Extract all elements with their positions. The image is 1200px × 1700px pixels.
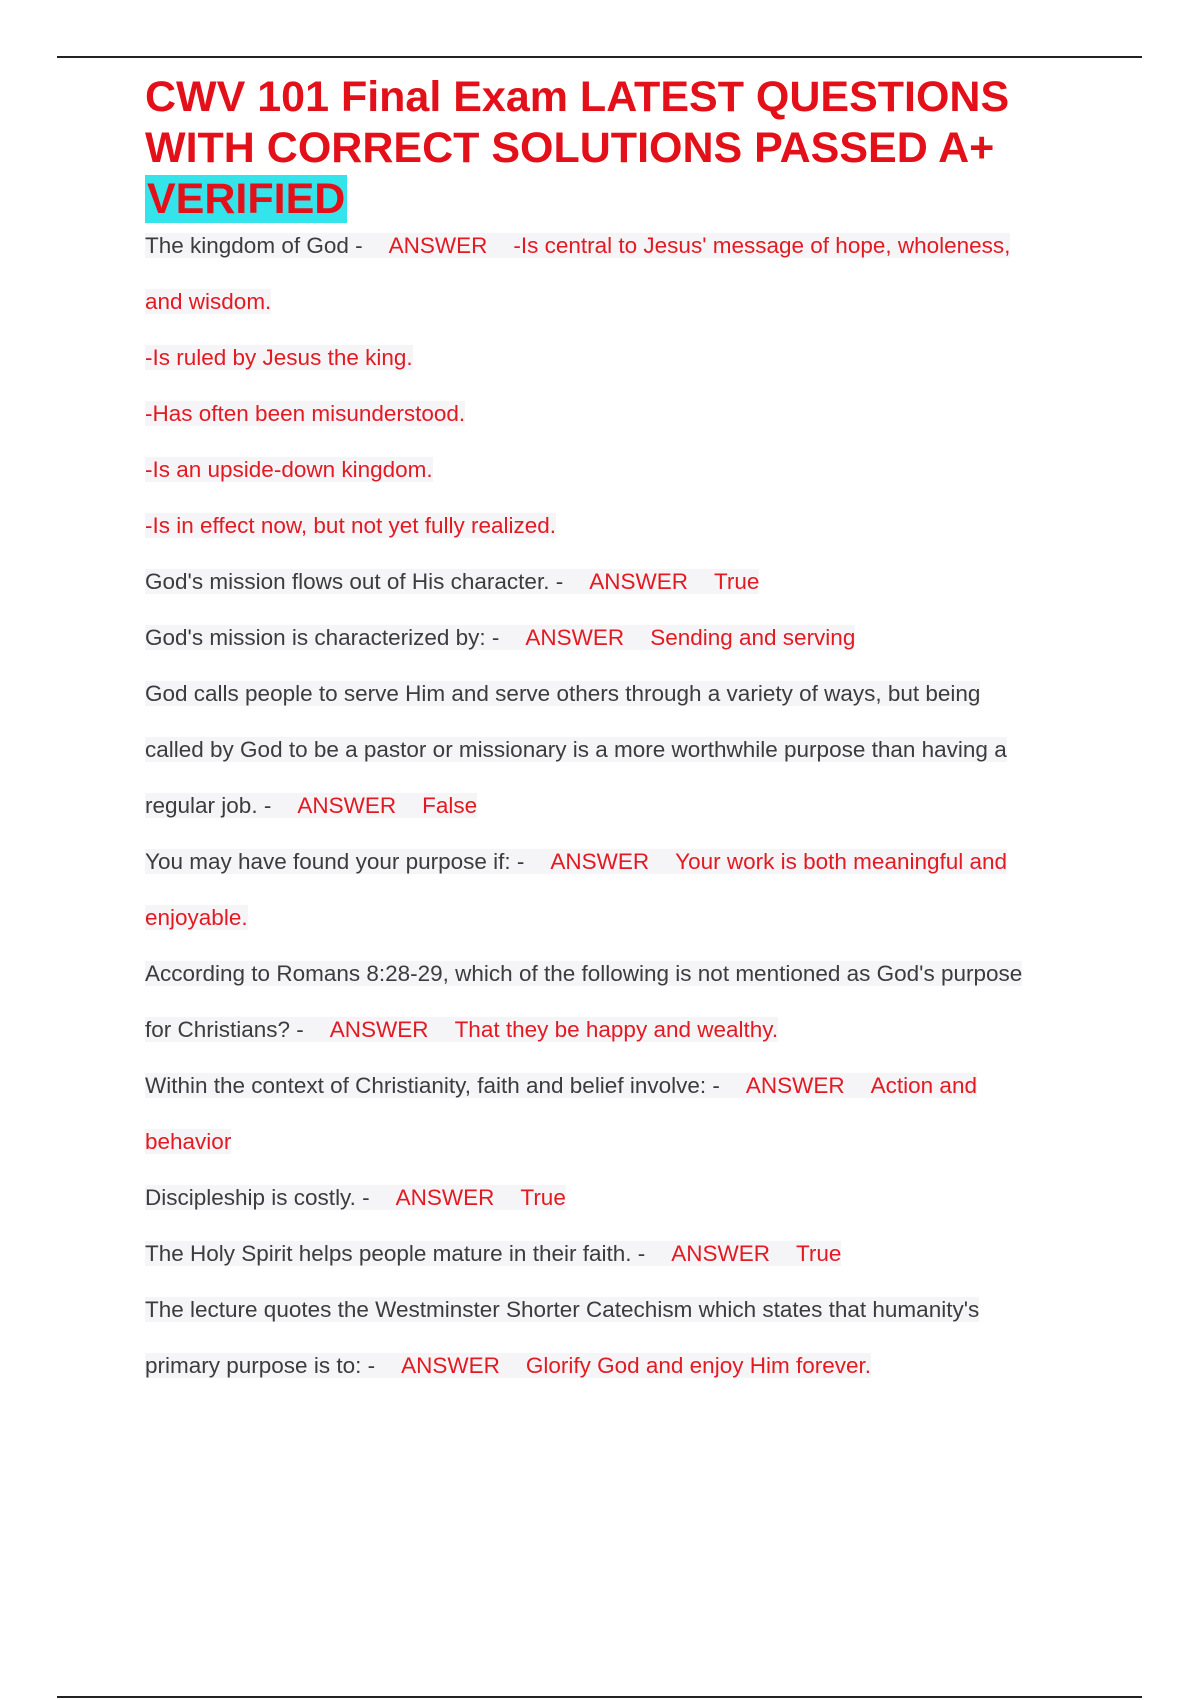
- qa-line: [145, 778, 1100, 834]
- qa-line: [145, 834, 1100, 890]
- answer-text: True: [796, 1241, 842, 1266]
- question-text: The lecture quotes the Westminster Shorter Catechism which states that humanity's: [145, 1297, 980, 1322]
- title-line-2: WITH CORRECT SOLUTIONS PASSED A+: [145, 124, 995, 172]
- qa-line: [145, 554, 1100, 610]
- answer-label: ANSWER: [525, 625, 625, 650]
- question-text: The kingdom of God -: [145, 233, 363, 258]
- answer-text: Your work is both meaningful and: [675, 849, 1008, 874]
- answer-label: ANSWER: [589, 569, 688, 594]
- qa-line: [145, 274, 1100, 330]
- answer-label: ANSWER: [401, 1353, 500, 1378]
- question-text: God calls people to serve Him and serve others through a variety of ways, but being: [145, 681, 981, 706]
- qa-line: [145, 330, 1100, 386]
- answer-text: -Is central to Jesus' message of hope, wholeness,: [513, 233, 1011, 258]
- answer-text: behavior: [145, 1129, 232, 1154]
- qa-line: [145, 1058, 1100, 1114]
- answer-text: -Is ruled by Jesus the king.: [145, 345, 413, 370]
- question-text: You may have found your purpose if: -: [145, 849, 525, 874]
- qa-line: [145, 1226, 1100, 1282]
- answer-text: True: [713, 569, 760, 594]
- qa-line: [145, 722, 1100, 778]
- qa-list: [145, 218, 1100, 1394]
- answer-text: Action and: [870, 1073, 977, 1098]
- question-text: primary purpose is to: -: [145, 1353, 376, 1378]
- question-text: The Holy Spirit helps people mature in their faith. -: [145, 1241, 646, 1266]
- answer-label: ANSWER: [395, 1185, 495, 1210]
- qa-line: [145, 442, 1100, 498]
- question-text: God's mission is characterized by: -: [145, 625, 500, 650]
- answer-text: Sending and serving: [650, 625, 856, 650]
- answer-label: ANSWER: [671, 1241, 771, 1266]
- answer-label: ANSWER: [297, 793, 397, 818]
- answer-text: -Is in effect now, but not yet fully realized.: [145, 513, 557, 538]
- answer-label: ANSWER: [388, 233, 488, 258]
- answer-text: -Is an upside-down kingdom.: [145, 457, 433, 482]
- title-highlight: VERIFIED: [147, 175, 346, 223]
- answer-text: enjoyable.: [145, 905, 248, 930]
- qa-line: [145, 386, 1100, 442]
- qa-line: [145, 890, 1100, 946]
- question-text: God's mission flows out of His character. -: [145, 569, 564, 594]
- answer-text: True: [520, 1185, 566, 1210]
- answer-label: ANSWER: [745, 1073, 845, 1098]
- document-title: [145, 72, 1105, 225]
- answer-label: ANSWER: [329, 1017, 429, 1042]
- answer-label: ANSWER: [550, 849, 650, 874]
- qa-line: [145, 666, 1100, 722]
- answer-text: False: [422, 793, 478, 818]
- title-line-1: CWV 101 Final Exam LATEST QUESTIONS: [145, 73, 1010, 121]
- qa-line: [145, 218, 1100, 274]
- top-rule: [57, 56, 1142, 58]
- qa-line: [145, 610, 1100, 666]
- question-text: Discipleship is costly. -: [145, 1185, 370, 1210]
- answer-text: That they be happy and wealthy.: [454, 1017, 779, 1042]
- answer-text: Glorify God and enjoy Him forever.: [525, 1353, 871, 1378]
- answer-text: -Has often been misunderstood.: [145, 401, 466, 426]
- qa-line: [145, 1170, 1100, 1226]
- bottom-rule: [57, 1696, 1142, 1698]
- qa-line: [145, 1282, 1100, 1338]
- question-text: regular job. -: [145, 793, 272, 818]
- qa-line: [145, 498, 1100, 554]
- question-text: for Christians? -: [145, 1017, 304, 1042]
- qa-line: [145, 1338, 1100, 1394]
- question-text: According to Romans 8:28-29, which of the following is not mentioned as God's purpose: [145, 961, 1023, 986]
- qa-line: [145, 1002, 1100, 1058]
- question-text: Within the context of Christianity, faith and belief involve: -: [145, 1073, 720, 1098]
- qa-line: [145, 946, 1100, 1002]
- qa-line: [145, 1114, 1100, 1170]
- question-text: called by God to be a pastor or missionary is a more worthwhile purpose than having a: [145, 737, 1007, 762]
- answer-text: and wisdom.: [145, 289, 272, 314]
